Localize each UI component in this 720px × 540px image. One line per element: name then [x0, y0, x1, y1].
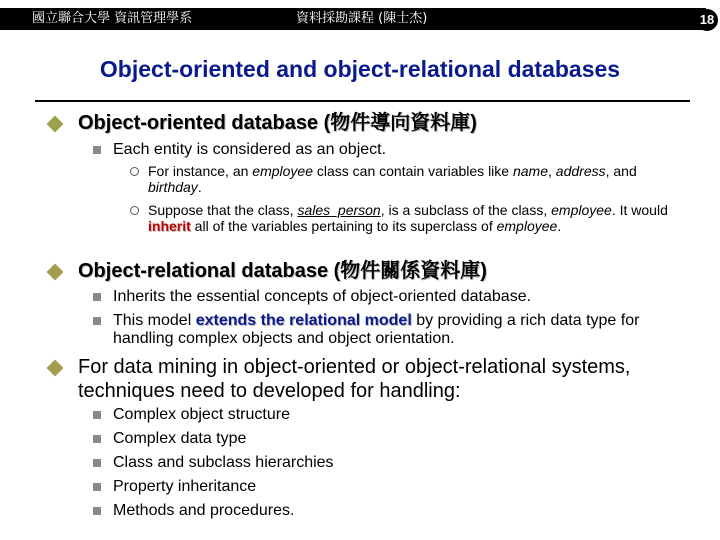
section3-item: Class and subclass hierarchies	[113, 454, 334, 471]
square-bullet-icon	[93, 483, 101, 491]
square-bullet-icon	[93, 435, 101, 443]
diamond-bullet-icon	[47, 264, 64, 281]
header-left-text: 國立聯合大學 資訊管理學系	[32, 11, 193, 26]
circle-bullet-icon	[130, 206, 139, 215]
section2-sub1: Inherits the essential concepts of object-oriented database.	[113, 288, 532, 305]
title-divider	[35, 100, 690, 102]
square-bullet-icon	[93, 146, 101, 154]
diamond-bullet-icon	[47, 360, 64, 377]
diamond-bullet-icon	[47, 116, 64, 133]
section2-sub2: This model extends the relational model by providing a rich data type for handling complex objects and object orientation.	[113, 312, 640, 347]
circle-bullet-icon	[130, 167, 139, 176]
square-bullet-icon	[93, 459, 101, 467]
header-bar	[0, 8, 706, 30]
square-bullet-icon	[93, 317, 101, 325]
square-bullet-icon	[93, 411, 101, 419]
square-bullet-icon	[93, 293, 101, 301]
slide-title: Object-oriented and object-relational databases	[99, 56, 621, 82]
section1-item1: For instance, an employee class can contain variables like name, address, and birthday.	[148, 163, 637, 195]
header-center-text: 資料採勘課程 (陳士杰)	[296, 11, 428, 26]
section3-item: Complex object structure	[113, 406, 290, 423]
section3-item: Property inheritance	[113, 478, 257, 495]
section3-item: Complex data type	[113, 430, 247, 447]
section1-heading: Object-oriented database (物件導向資料庫)	[78, 112, 477, 134]
section3-item: Methods and procedures.	[113, 502, 295, 519]
page-number: 18	[696, 9, 718, 31]
section1-sub1: Each entity is considered as an object.	[113, 141, 387, 158]
section2-heading: Object-relational database (物件關係資料庫)	[78, 260, 487, 282]
square-bullet-icon	[93, 507, 101, 515]
section3-text: For data mining in object-oriented or object-relational systems, techniques need to developed for handling:	[78, 356, 631, 402]
section1-item2: Suppose that the class, sales_person, is a subclass of the class, employee. It would inherit all of the variables pertaining to its superclass of employee.	[148, 202, 668, 234]
